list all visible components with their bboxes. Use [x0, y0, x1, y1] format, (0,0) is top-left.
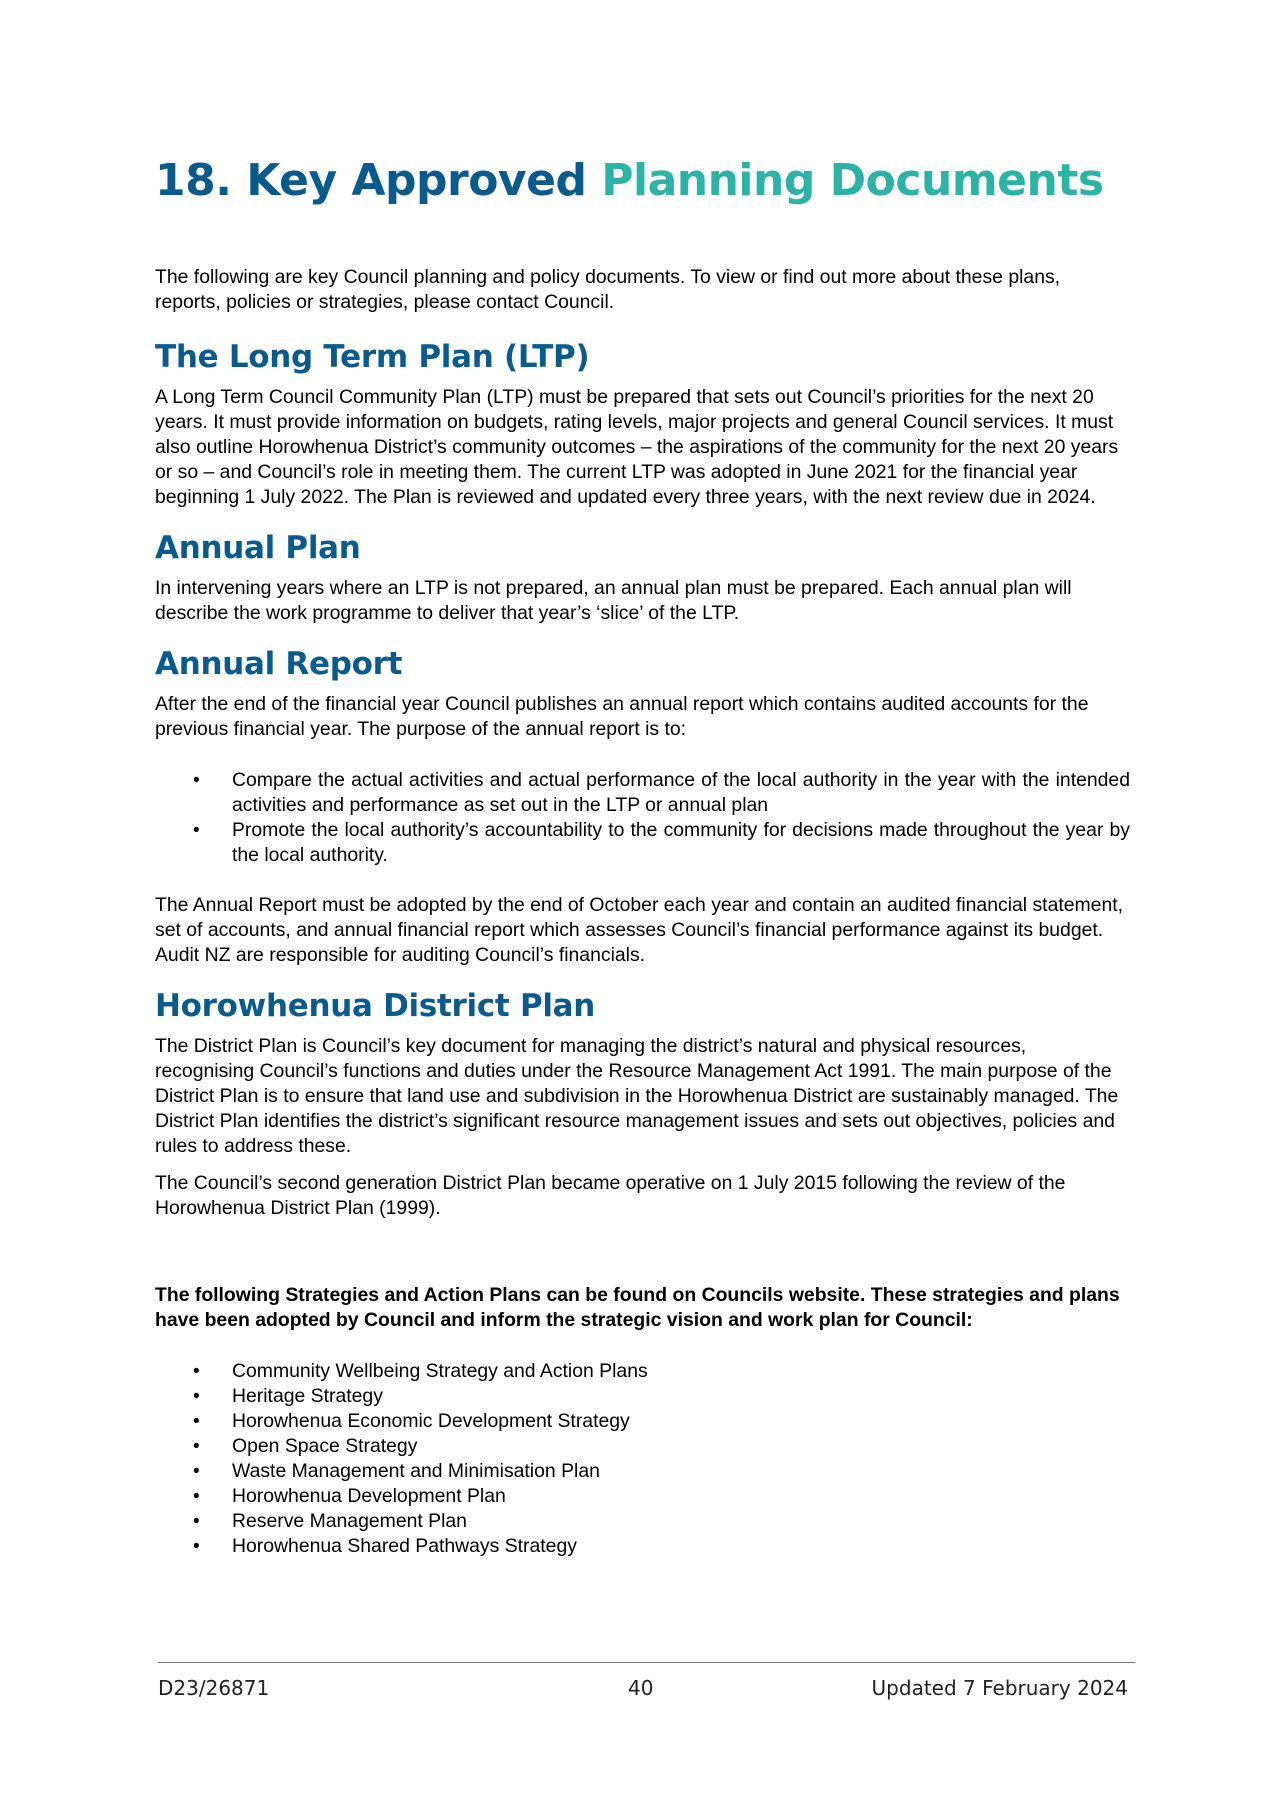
title-part-1: Key Approved [246, 155, 587, 206]
list-item [155, 1384, 1130, 1409]
bullet-icon: • [193, 1386, 200, 1407]
document-body [155, 265, 1130, 1559]
bullet-icon: • [193, 1536, 200, 1557]
list-item-text: Waste Management and Minimisation Plan [232, 1460, 600, 1482]
bullet-icon: • [193, 1361, 200, 1382]
footer-doc-ref: D23/26871 [158, 1676, 270, 1700]
strategies-list [155, 1359, 1130, 1559]
bullet-icon: • [193, 770, 200, 791]
footer-divider [158, 1662, 1135, 1663]
annual-plan-heading: Annual Plan [155, 530, 361, 566]
list-item-text: Compare the actual activities and actual performance of the local authority in the year with the intended activities and performance as set out in the LTP or annual plan [232, 769, 1130, 816]
annual-report-paragraph: After the end of the financial year Council publishes an annual report which contains audited accounts for the previous financial year. The purpose of the annual report is to: [155, 693, 1089, 740]
list-item-text: Promote the local authority’s accountability to the community for decisions made throughout the year by the local authority. [232, 819, 1130, 866]
intro-paragraph: The following are key Council planning and policy documents. To view or find out more about these plans, reports, policies or strategies, please contact Council. [155, 266, 1061, 313]
list-item-text: Community Wellbeing Strategy and Action Plans [232, 1360, 648, 1382]
annual-report-purpose-list [155, 768, 1130, 868]
district-plan-heading: Horowhenua District Plan [155, 988, 596, 1024]
list-item [155, 1409, 1130, 1434]
bullet-icon: • [193, 1486, 200, 1507]
bullet-icon: • [193, 1461, 200, 1482]
list-item [155, 1484, 1130, 1509]
bullet-icon: • [193, 1436, 200, 1457]
bullet-icon: • [193, 1411, 200, 1432]
list-item [155, 1534, 1130, 1559]
bullet-icon: • [193, 820, 200, 841]
list-item-text: Open Space Strategy [232, 1435, 418, 1457]
list-item [155, 1459, 1130, 1484]
section-number: 18. [155, 155, 232, 206]
ltp-paragraph: A Long Term Council Community Plan (LTP) must be prepared that sets out Council’s priorities for the next 20 years. It must provide information on budgets, rating levels, major projects and general Council services. It must also outline Horowhenua District’s community outcomes – the aspirations of the community for the next 20 years or so – and Council’s role in meeting them. The current LTP was adopted in June 2021 for the financial year beginning 1 July 2022. The Plan is reviewed and updated every three years, with the next review due in 2024. [155, 386, 1119, 508]
list-item [155, 818, 1130, 868]
strategies-intro: The following Strategies and Action Plans can be found on Councils website. These strategies and plans have been adopted by Council and inform the strategic vision and work plan for Council: [155, 1284, 1120, 1331]
annual-plan-paragraph: In intervening years where an LTP is not prepared, an annual plan must be prepared. Each annual plan will describe the work programme to deliver that year’s ‘slice’ of the LTP. [155, 577, 1072, 624]
footer-page-number: 40 [628, 1676, 654, 1700]
list-item [155, 768, 1130, 818]
bullet-icon: • [193, 1511, 200, 1532]
footer-updated-date: Updated 7 February 2024 [871, 1676, 1128, 1700]
ltp-heading: The Long Term Plan (LTP) [155, 339, 590, 375]
annual-report-paragraph-2: The Annual Report must be adopted by the end of October each year and contain an audited financial statement, set of accounts, and annual financial report which assesses Council’s financial performance against its budget. Audit NZ are responsible for auditing Council’s financials. [155, 894, 1124, 966]
district-plan-paragraph: The District Plan is Council’s key document for managing the district’s natural and physical resources, recognising Council’s functions and duties under the Resource Management Act 1991. The main purpose of the District Plan is to ensure that land use and subdivision in the Horowhenua District are sustainably managed. The District Plan identifies the district’s significant resource management issues and sets out objectives, policies and rules to address these. [155, 1035, 1119, 1157]
title-part-2: Planning Documents [601, 155, 1104, 206]
list-item-text: Heritage Strategy [232, 1385, 383, 1407]
list-item-text: Horowhenua Development Plan [232, 1485, 506, 1507]
page-title [155, 155, 1104, 206]
list-item [155, 1509, 1130, 1534]
list-item-text: Horowhenua Shared Pathways Strategy [232, 1535, 577, 1557]
annual-report-heading: Annual Report [155, 646, 403, 682]
district-plan-paragraph-2: The Council’s second generation District Plan became operative on 1 July 2015 following the review of the Horowhenua District Plan (1999). [155, 1172, 1066, 1219]
list-item [155, 1434, 1130, 1459]
list-item-text: Horowhenua Economic Development Strategy [232, 1410, 630, 1432]
list-item [155, 1359, 1130, 1384]
list-item-text: Reserve Management Plan [232, 1510, 467, 1532]
